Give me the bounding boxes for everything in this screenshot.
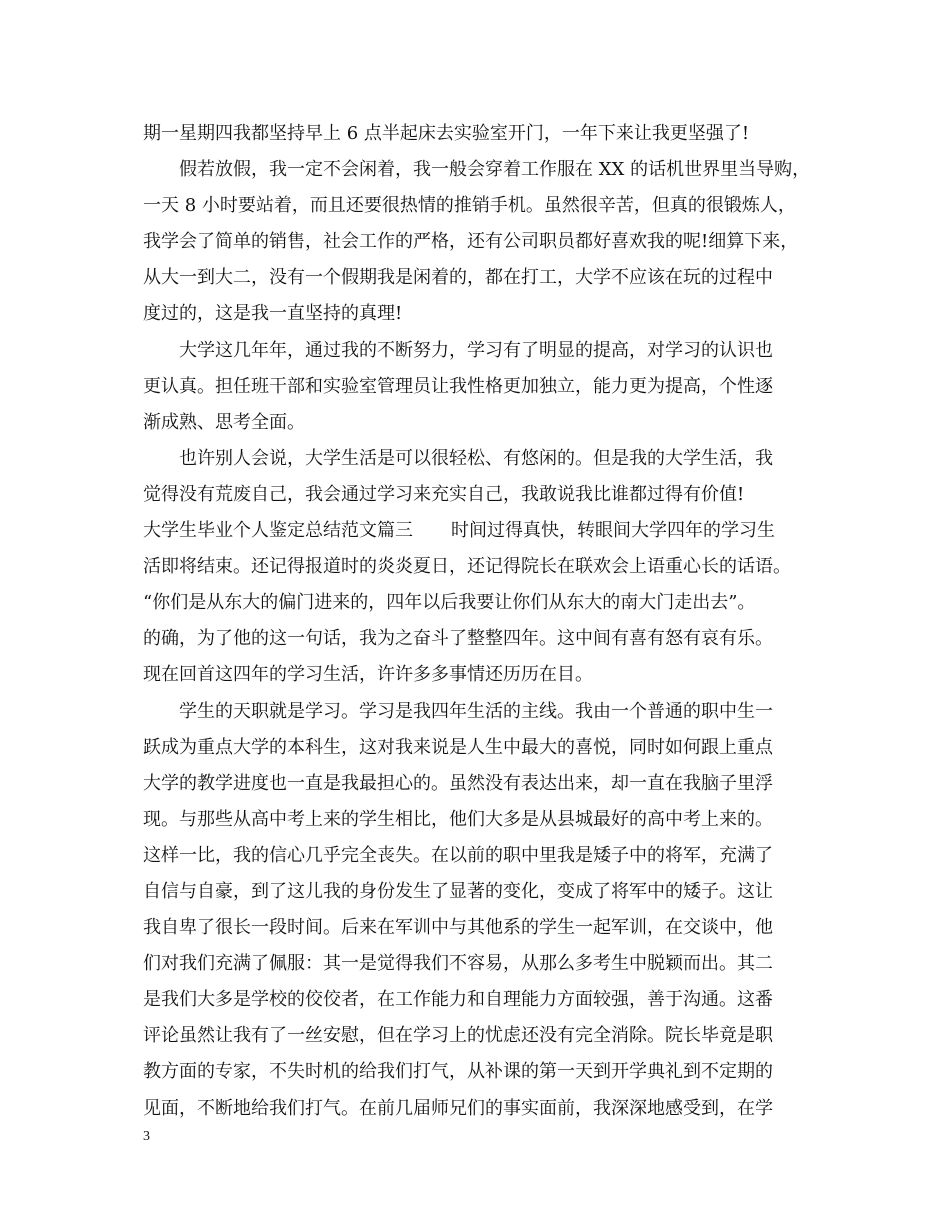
text-line: 一天 8 小时要站着，而且还要很热情的推销手机。虽然很辛苦，但真的很锻炼人，: [143, 195, 796, 217]
text-line: 大学这几年年，通过我的不断努力，学习有了明显的提高，对学习的认识也: [179, 339, 773, 361]
text-line: 我自卑了很长一段时间。后来在军训中与其他系的学生一起军训，在交谈中，他: [143, 917, 773, 939]
document-body: [143, 116, 823, 1127]
text-line: 学生的天职就是学习。学习是我四年生活的主线。我由一个普通的职中生一: [179, 700, 773, 722]
text-line: 假若放假，我一定不会闲着，我一般会穿着工作服在 XX 的话机世界里当导购，: [179, 159, 811, 181]
text-line: 更认真。担任班干部和实验室管理员让我性格更加独立，能力更为提高，个性逐: [143, 375, 773, 397]
text-line: 跃成为重点大学的本科生，这对我来说是人生中最大的喜悦，同时如何跟上重点: [143, 736, 773, 758]
text-line: 我学会了简单的销售，社会工作的严格，还有公司职员都好喜欢我的呢!细算下来，: [143, 231, 799, 253]
text-line: 评论虽然让我有了一丝安慰，但在学习上的忧虑还没有完全消除。院长毕竟是职: [143, 1025, 773, 1047]
section-heading: 大学生毕业个人鉴定总结范文篇三: [143, 520, 413, 542]
text-line: 期一星期四我都坚持早上 6 点半起床去实验室开门，一年下来让我更坚强了!: [143, 123, 750, 144]
text-line: 度过的，这是我一直坚持的真理!: [143, 303, 403, 325]
text-line-continuation: 时间过得真快，转眼间大学四年的学习生: [451, 520, 775, 542]
text-line: 的确，为了他的这一句话，我为之奋斗了整整四年。这中间有喜有怒有哀有乐。: [143, 628, 773, 650]
text-line: 教方面的专家，不失时机的给我们打气，从补课的第一天到开学典礼到不定期的: [143, 1061, 773, 1083]
page-number: 3: [143, 1129, 150, 1144]
section-heading-line: [143, 513, 823, 549]
text-line: 这样一比，我的信心几乎完全丧失。在以前的职中里我是矮子中的将军，充满了: [143, 844, 773, 866]
text-line: 渐成熟、思考全面。: [143, 411, 305, 433]
text-line: 自信与自豪，到了这儿我的身份发生了显著的变化，变成了将军中的矮子。这让: [143, 880, 773, 902]
text-line: 大学的教学进度也一直是我最担心的。虽然没有表达出来，却一直在我脑子里浮: [143, 772, 773, 794]
text-line: 觉得没有荒废自己，我会通过学习来充实自己，我敢说我比谁都过得有价值!: [143, 483, 745, 505]
text-line: 现在回首这四年的学习生活，许许多多事情还历历在目。: [143, 664, 593, 686]
text-line: “你们是从东大的偏门进来的，四年以后我要让你们从东大的南大门走出去”。: [143, 592, 756, 614]
text-line: 从大一到大二，没有一个假期我是闲着的，都在打工，大学不应该在玩的过程中: [143, 267, 773, 289]
text-line: 见面，不断地给我们打气。在前几届师兄们的事实面前，我深深地感受到，在学: [143, 1097, 773, 1119]
text-line: 也许别人会说，大学生活是可以很轻松、有悠闲的。但是我的大学生活，我: [179, 447, 773, 469]
text-line: 现。与那些从高中考上来的学生相比，他们大多是从县城最好的高中考上来的。: [143, 808, 773, 830]
text-line: 是我们大多是学校的佼佼者，在工作能力和自理能力方面较强，善于沟通。这番: [143, 989, 773, 1011]
text-line: 活即将结束。还记得报道时的炎炎夏日，还记得院长在联欢会上语重心长的话语。: [143, 556, 791, 578]
text-line: 们对我们充满了佩服：其一是觉得我们不容易，从那么多考生中脱颖而出。其二: [143, 953, 773, 975]
